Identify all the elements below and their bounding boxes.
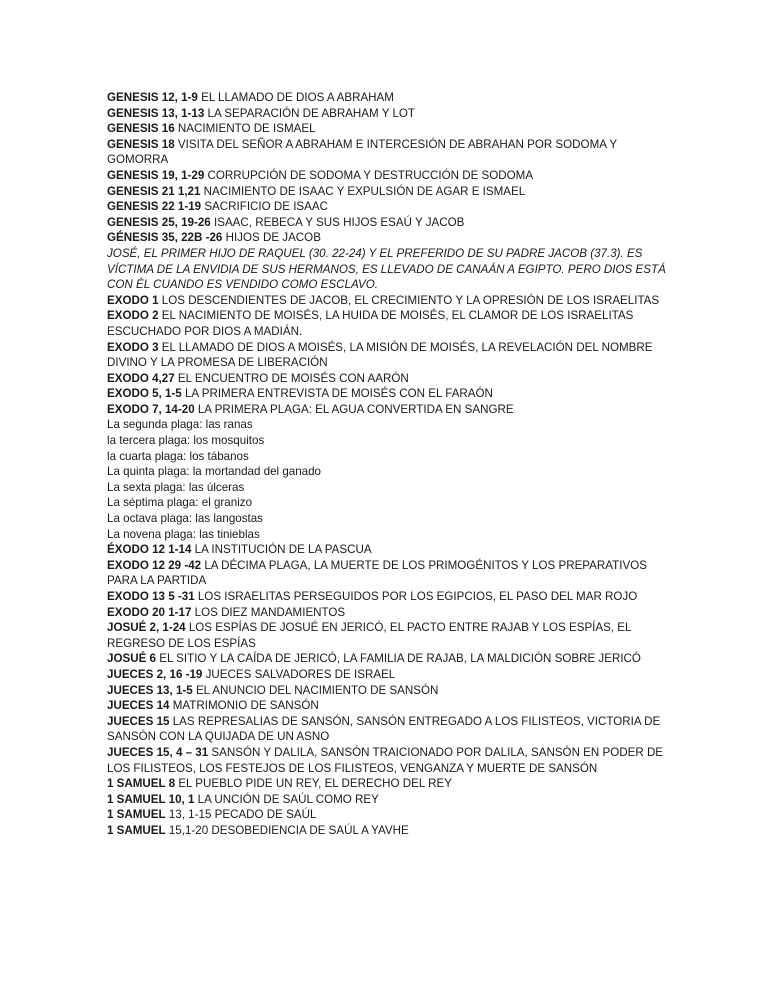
passage-title: La segunda plaga: las ranas [107,418,253,432]
passage-title: NACIMIENTO DE ISMAEL [174,122,316,136]
passage-title: LAS REPRESALIAS DE SANSÓN, SANSÓN ENTREGADO A LOS FILISTEOS, VICTORIA DE SANSÓN CON LA QUIJADA DE UN ASNO [107,714,661,744]
scripture-reference: EXODO 5, 1-5 [107,387,182,401]
passage-title: SACRIFICIO DE ISAAC [201,200,329,214]
document-line [107,823,667,839]
scripture-reference: GENESIS 16 [107,122,175,136]
scripture-reference: 1 SAMUEL 10, 1 [107,792,195,806]
passage-title: VISITA DEL SEÑOR A ABRAHAM E INTERCESIÓN DE ABRAHAN POR SODOMA Y GOMORRA [107,137,617,167]
scripture-reference: JUECES 15, 4 – 31 [107,745,209,759]
passage-title: 15,1-20 DESOBEDIENCIA DE SAÚL A YAVHE [165,823,409,837]
passage-title: LOS DIEZ MANDAMIENTOS [191,605,346,619]
passage-title: LA UNCIÓN DE SAÚL COMO REY [194,792,379,806]
document-line [107,464,667,480]
scripture-reference: EXODO 7, 14-20 [107,402,195,416]
scripture-reference: GENESIS 12, 1-9 [107,91,198,104]
scripture-reference: GENESIS 13, 1-13 [107,106,205,120]
document-line [107,698,667,714]
passage-title: La sexta plaga: las úlceras [107,480,245,494]
passage-title: EL LLAMADO DE DIOS A MOISÉS, LA MISIÓN DE MOISÉS, LA REVELACIÓN DEL NOMBRE DIVINO Y LA PROMESA DE LIBERACIÓN [107,340,653,370]
document-line [107,605,667,621]
scripture-reference: JUECES 14 [107,699,170,713]
document-line [107,121,667,137]
passage-title: EL ANUNCIO DEL NACIMIENTO DE SANSÓN [192,683,439,697]
passage-title: 13, 1-15 PECADO DE SAÚL [165,808,317,822]
document-line [107,215,667,231]
document-line [107,386,667,402]
scripture-reference: ÉXODO 12 1-14 [107,543,192,557]
document-line [107,293,667,309]
document-line [107,620,667,651]
passage-title: LOS DESCENDIENTES DE JACOB, EL CRECIMIENTO Y LA OPRESIÓN DE LOS ISRAELITAS [158,293,660,307]
scripture-reference: EXODO 2 [107,309,159,323]
document-line [107,246,667,293]
scripture-reference: GENESIS 22 1-19 [107,200,202,214]
document-line [107,230,667,246]
passage-title: EL SITIO Y LA CAÍDA DE JERICÓ, LA FAMILIA DE RAJAB, LA MALDICIÓN SOBRE JERICÓ [155,652,641,666]
document-line [107,527,667,543]
passage-title: JUECES SALVADORES DE ISRAEL [202,667,396,681]
passage-title: EL ENCUENTRO DE MOISÉS CON AARÓN [174,371,409,385]
scripture-reference: EXODO 12 29 -42 [107,558,202,572]
document-line [107,714,667,745]
passage-title: La séptima plaga: el granizo [107,496,253,510]
passage-title: EL PUEBLO PIDE UN REY, EL DERECHO DEL REY [175,777,452,791]
scripture-reference: EXODO 13 5 -31 [107,590,195,603]
scripture-reference: EXODO 4,27 [107,371,175,385]
passage-title: LA DÉCIMA PLAGA, LA MUERTE DE LOS PRIMOGÉNITOS Y LOS PREPARATIVOS PARA LA PARTIDA [107,558,647,588]
scripture-reference: JOSUÉ 6 [107,652,156,666]
scripture-reference: 1 SAMUEL 8 [107,777,176,791]
scripture-reference: JUECES 2, 16 -19 [107,667,203,681]
document-line [107,340,667,371]
passage-title: la tercera plaga: los mosquitos [107,434,265,448]
scripture-reference: JOSUÉ 2, 1-24 [107,621,186,635]
passage-title: La quinta plaga: la mortandad del ganado [107,465,322,479]
scripture-reference: GENESIS 21 1,21 [107,184,201,198]
document-line [107,542,667,558]
scripture-reference: GENESIS 25, 19-26 [107,215,211,229]
document-line [107,402,667,418]
scripture-reference: EXODO 3 [107,340,159,354]
passage-title: LOS ISRAELITAS PERSEGUIDOS POR LOS EGIPCIOS, EL PASO DEL MAR ROJO [194,590,638,603]
passage-title: La novena plaga: las tinieblas [107,527,260,541]
document-line [107,199,667,215]
document-line [107,511,667,527]
scripture-reference: 1 SAMUEL [107,823,166,837]
document-line [107,184,667,200]
passage-title: ISAAC, REBECA Y SUS HIJOS ESAÚ Y JACOB [210,215,465,229]
scripture-reference: GENESIS 19, 1-29 [107,168,205,182]
passage-title: NACIMIENTO DE ISAAC Y EXPULSIÓN DE AGAR E ISMAEL [200,184,526,198]
passage-title: EL NACIMIENTO DE MOISÉS, LA HUIDA DE MOISÉS, EL CLAMOR DE LOS ISRAELITAS ESCUCHADO POR DIOS A MADIÁN. [107,309,634,338]
document-line [107,137,667,168]
document-line [107,371,667,387]
passage-title: SANSÓN Y DALILA, SANSÓN TRAICIONADO POR DALILA, SANSÓN EN PODER DE LOS FILISTEOS, LOS FESTEJOS DE LOS FILISTEOS, VENGANZA Y MUERTE DE SANSÓN [107,745,664,775]
passage-title: la cuarta plaga: los tábanos [107,449,249,463]
document-line [107,417,667,433]
document-line [107,308,667,339]
document-line [107,776,667,792]
passage-title: EL LLAMADO DE DIOS A ABRAHAM [197,91,394,104]
document-line [107,495,667,511]
document-line [107,589,667,605]
document-line [107,106,667,122]
scripture-reference: EXODO 20 1-17 [107,605,192,619]
passage-title: LOS ESPÍAS DE JOSUÉ EN JERICÓ, EL PACTO ENTRE RAJAB Y LOS ESPÍAS, EL REGRESO DE LOS ESPÍAS [107,621,632,650]
document-line [107,807,667,823]
scripture-reference: GENESIS 18 [107,137,175,151]
passage-title: MATRIMONIO DE SANSÓN [169,699,319,713]
scripture-reference: JUECES 13, 1-5 [107,683,193,697]
passage-title: HIJOS DE JACOB [222,231,321,245]
scripture-reference: EXODO 1 [107,293,159,307]
passage-title: LA INSTITUCIÓN DE LA PASCUA [191,543,372,557]
passage-title: JOSÉ, EL PRIMER HIJO DE RAQUEL (30. 22-24) Y EL PREFERIDO DE SU PADRE JACOB (37.3). ES VÍCTIMA DE LA ENVIDIA DE SUS HERMANOS, ES LLEVADO DE CANAÁN A EGIPTO. PERO DIOS ESTÁ CON ÉL CUANDO ES VENDIDO COMO ESCLAVO. [107,246,666,292]
document-line [107,667,667,683]
document-line [107,651,667,667]
passage-title: LA PRIMERA ENTREVISTA DE MOISÉS CON EL FARAÓN [181,387,493,401]
passage-title: CORRUPCIÓN DE SODOMA Y DESTRUCCIÓN DE SODOMA [204,168,534,182]
passage-title: LA SEPARACIÓN DE ABRAHAM Y LOT [204,106,416,120]
document-line [107,449,667,465]
scripture-reference: JUECES 15 [107,714,170,728]
passage-title: La octava plaga: las langostas [107,512,263,526]
document-line [107,792,667,808]
document-line [107,683,667,699]
scripture-reference: 1 SAMUEL [107,808,166,822]
document-line [107,480,667,496]
passage-title: LA PRIMERA PLAGA: EL AGUA CONVERTIDA EN SANGRE [194,402,514,416]
document-line [107,168,667,184]
document-line [107,745,667,776]
scripture-reference: GÉNESIS 35, 22B -26 [107,231,223,245]
document-page [107,90,667,839]
document-line [107,558,667,589]
document-line [107,90,667,106]
document-line [107,433,667,449]
